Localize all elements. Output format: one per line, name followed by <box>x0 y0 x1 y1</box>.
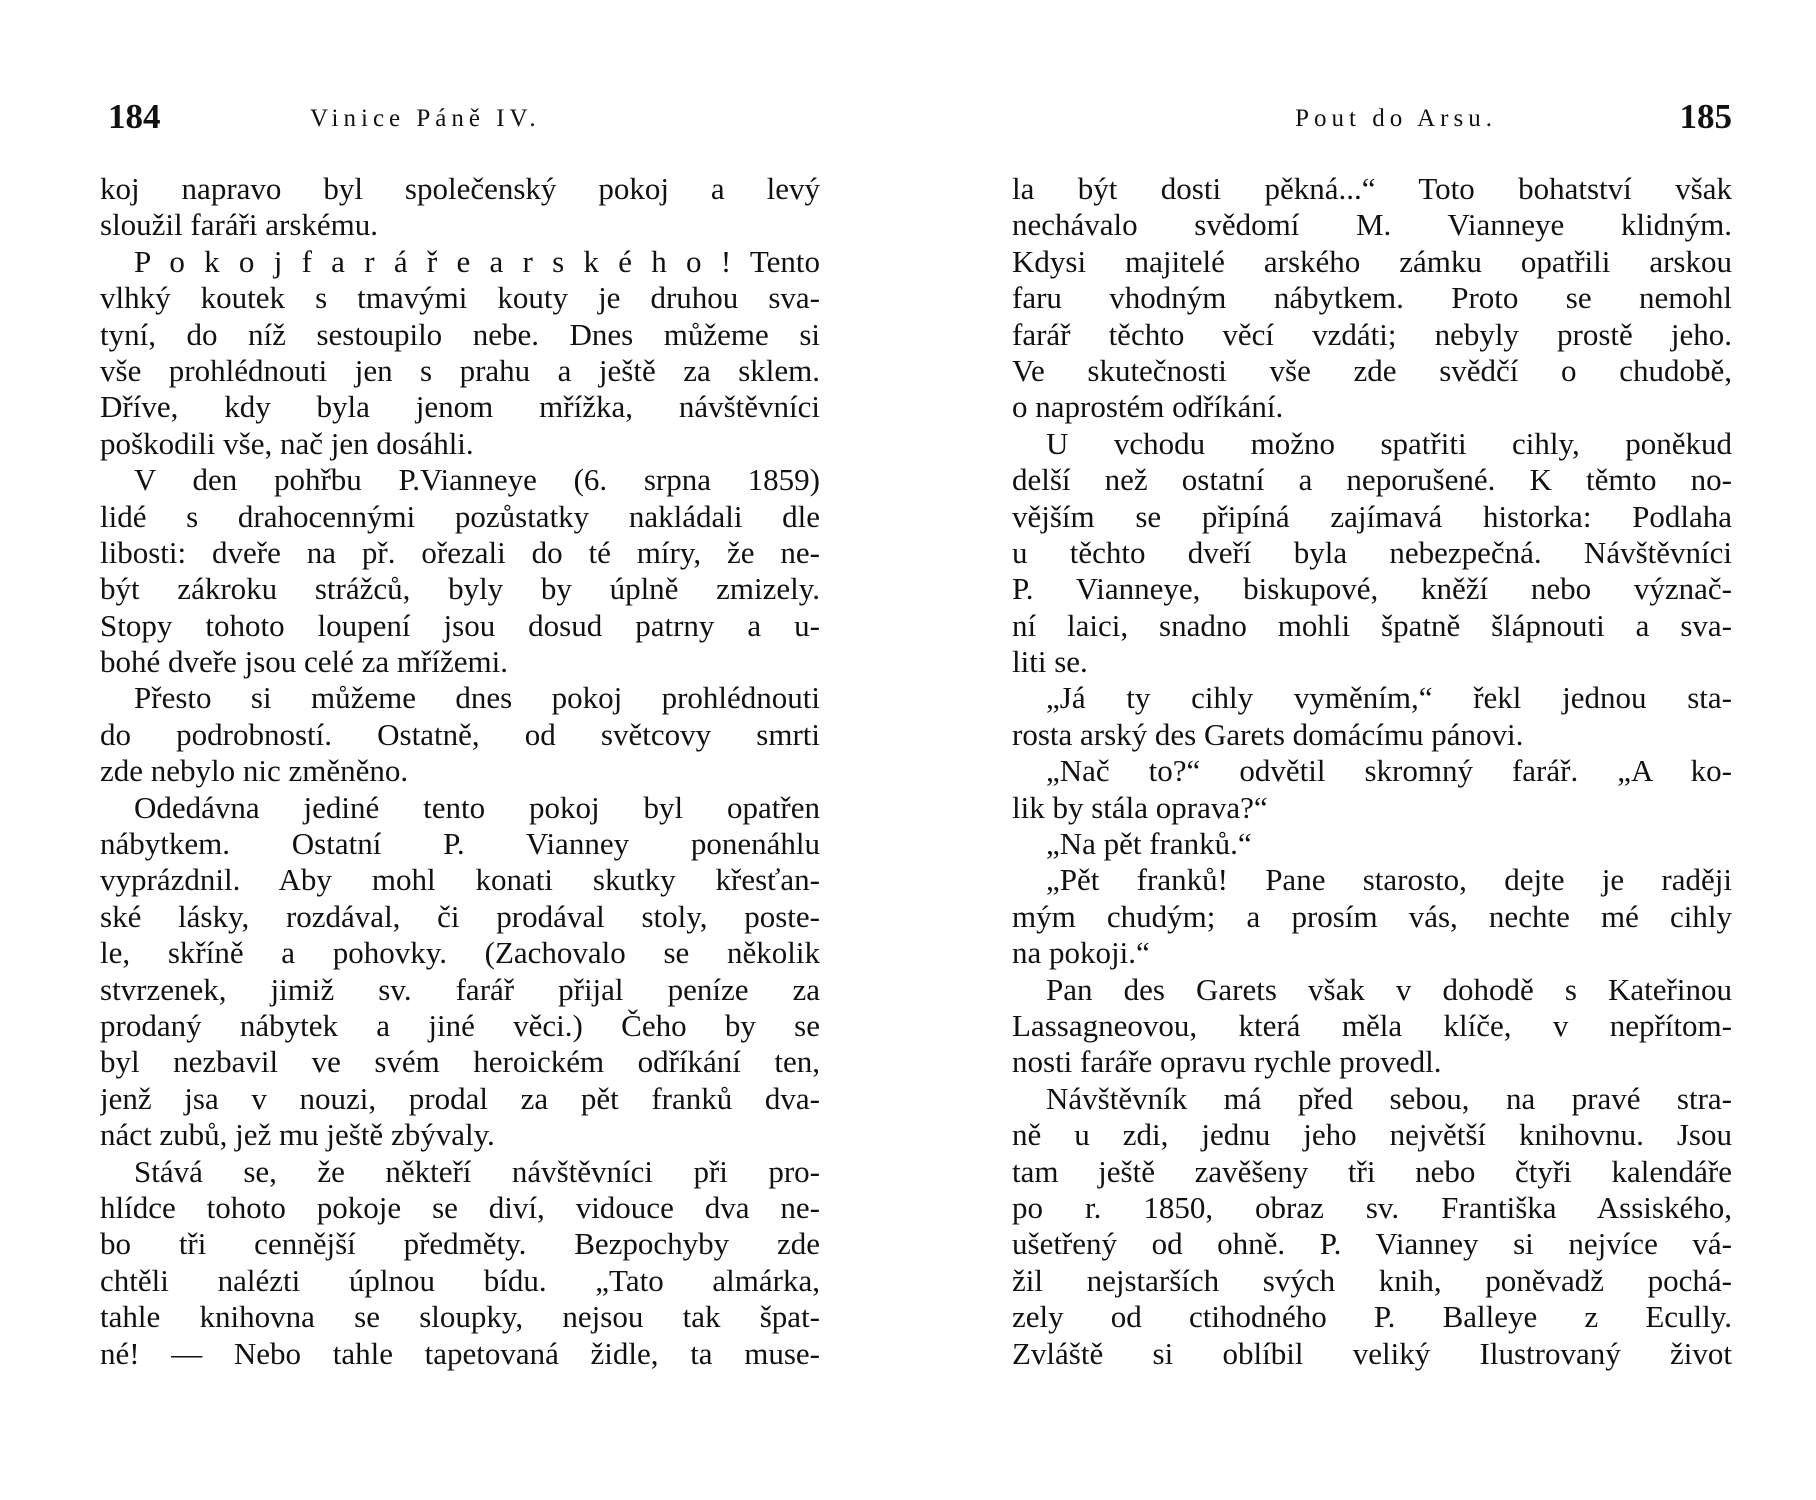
text-line: liti se. <box>1012 644 1088 680</box>
text-line: Ve skutečnosti vše zde svědčí o chudobě, <box>1012 352 1732 388</box>
text-line: jenž jsa v nouzi, prodal za pět franků dva- <box>100 1080 820 1116</box>
text-line: lidé s drahocennými pozůstatky nakládali dle <box>100 498 820 534</box>
text-line: koj napravo byl společenský pokoj a levý <box>100 171 820 206</box>
text-line: do podrobností. Ostatně, od světcovy smrti <box>100 716 820 752</box>
text-line: na pokoji.“ <box>1012 935 1150 971</box>
text-line: po r. 1850, obraz sv. Františka Assiského, <box>1012 1189 1732 1225</box>
right-page <box>1012 95 1732 1372</box>
text-line: V den pohřbu P.Vianneye (6. srpna 1859) <box>134 462 820 498</box>
text-line: tahle knihovna se sloupky, nejsou tak špat- <box>100 1299 820 1335</box>
left-page-header <box>100 95 820 139</box>
text-line: zely od ctihodného P. Balleye z Ecully. <box>1012 1299 1732 1335</box>
text-line: tyní, do níž sestoupilo nebe. Dnes můžeme si <box>100 316 820 352</box>
text-line: tam ještě zavěšeny tři nebo čtyři kalendáře <box>1012 1153 1732 1189</box>
text-line: rosta arský des Garets domácímu pánovi. <box>1012 716 1524 752</box>
left-page <box>100 95 820 1372</box>
text-line: sloužil faráři arskému. <box>100 207 379 243</box>
text-line: Dříve, kdy byla jenom mřížka, návštěvníci <box>100 389 820 425</box>
text-line: delší než ostatní a neporušené. K těmto no- <box>1012 462 1732 498</box>
right-running-title: Pout do Arsu. <box>1295 105 1497 132</box>
text-line: zde nebylo nic změněno. <box>100 753 409 789</box>
text-line: bohé dveře jsou celé za mřížemi. <box>100 644 508 680</box>
text-line: byl nezbavil ve svém heroickém odříkání ten, <box>100 1044 820 1080</box>
text-line: Kdysi majitelé arského zámku opatřili arskou <box>1012 243 1732 279</box>
text-line: „Pět franků! Pane starosto, dejte je raději <box>1046 862 1732 898</box>
text-line: nechávalo svědomí M. Vianneye klidným. <box>1012 207 1732 243</box>
text-line: Lassagneovou, která měla klíče, v nepřítom- <box>1012 1007 1732 1043</box>
text-line: „Já ty cihly vyměním,“ řekl jednou sta- <box>1046 680 1732 716</box>
text-line: náct zubů, jež mu ještě zbývaly. <box>100 1117 495 1153</box>
text-line: P. Vianneye, biskupové, kněží nebo význač- <box>1012 571 1732 607</box>
text-line: hlídce tohoto pokoje se diví, vidouce dva ne- <box>100 1189 820 1225</box>
right-page-number: 185 <box>1679 97 1732 136</box>
text-line: Pan des Garets však v dohodě s Kateřinou <box>1046 971 1732 1007</box>
text-line: Návštěvník má před sebou, na pravé stra- <box>1046 1080 1732 1116</box>
text-line: P o k o j f a r á ř e a r s k é h o ! Tento <box>134 243 820 279</box>
text-line: vyprázdnil. Aby mohl konati skutky křesťan- <box>100 862 820 898</box>
text-line: ské lásky, rozdával, či prodával stoly, poste- <box>100 898 820 934</box>
text-line: Přesto si můžeme dnes pokoj prohlédnouti <box>134 680 820 716</box>
text-line: farář těchto věcí vzdáti; nebyly prostě jeho. <box>1012 316 1732 352</box>
text-line: Odedávna jediné tento pokoj byl opatřen <box>134 789 820 825</box>
text-line: Zvláště si oblíbil veliký Ilustrovaný život <box>1012 1335 1732 1371</box>
text-line: vše prohlédnouti jen s prahu a ještě za sklem. <box>100 352 820 388</box>
text-line: poškodili vše, nač jen dosáhli. <box>100 425 474 461</box>
text-line: faru vhodným nábytkem. Proto se nemohl <box>1012 280 1732 316</box>
text-line: u těchto dveří byla nebezpečná. Návštěvníci <box>1012 534 1732 570</box>
text-line: ušetřený od ohně. P. Vianney si nejvíce vá- <box>1012 1226 1732 1262</box>
text-line: la být dosti pěkná...“ Toto bohatství však <box>1012 171 1732 206</box>
text-line: libosti: dveře na př. ořezali do té míry, že ne- <box>100 534 820 570</box>
text-line: ně u zdi, jednu jeho největší knihovnu. Jsou <box>1012 1117 1732 1153</box>
text-line: Stává se, že někteří návštěvníci při pro- <box>134 1153 820 1189</box>
text-line: o naprostém odříkání. <box>1012 389 1284 425</box>
text-line: nosti faráře opravu rychle provedl. <box>1012 1044 1442 1080</box>
left-running-title: Vinice Páně IV. <box>310 105 541 132</box>
text-line: mým chudým; a prosím vás, nechte mé cihly <box>1012 898 1732 934</box>
text-line: nábytkem. Ostatní P. Vianney ponenáhlu <box>100 826 820 862</box>
text-line: U vchodu možno spatřiti cihly, poněkud <box>1046 425 1732 461</box>
text-line: „Na pět franků.“ <box>1046 826 1252 862</box>
text-line: prodaný nábytek a jiné věci.) Čeho by se <box>100 1007 820 1043</box>
text-line: vějším se připíná zajímavá historka: Podlaha <box>1012 498 1732 534</box>
right-page-header <box>1012 95 1732 139</box>
text-line: „Nač to?“ odvětil skromný farář. „A ko- <box>1046 753 1732 789</box>
text-line: bo tři cennější předměty. Bezpochyby zde <box>100 1226 820 1262</box>
text-line: né! — Nebo tahle tapetovaná židle, ta muse- <box>100 1335 820 1371</box>
right-page-body <box>1012 171 1732 1372</box>
text-line: vlhký koutek s tmavými kouty je druhou sva- <box>100 280 820 316</box>
text-line: žil nejstarších svých knih, poněvadž pochá- <box>1012 1262 1732 1298</box>
text-line: lik by stála oprava?“ <box>1012 789 1268 825</box>
text-line: ní laici, snadno mohli špatně šlápnouti a sva- <box>1012 607 1732 643</box>
text-line: být zákroku strážců, byly by úplně zmizely. <box>100 571 820 607</box>
left-page-body <box>100 171 820 1372</box>
text-line: stvrzenek, jimiž sv. farář přijal peníze za <box>100 971 820 1007</box>
text-line: chtěli nalézti úplnou bídu. „Tato almárka, <box>100 1262 820 1298</box>
left-page-number: 184 <box>108 97 161 136</box>
text-line: Stopy tohoto loupení jsou dosud patrny a u- <box>100 607 820 643</box>
text-line: le, skříně a pohovky. (Zachovalo se několik <box>100 935 820 971</box>
